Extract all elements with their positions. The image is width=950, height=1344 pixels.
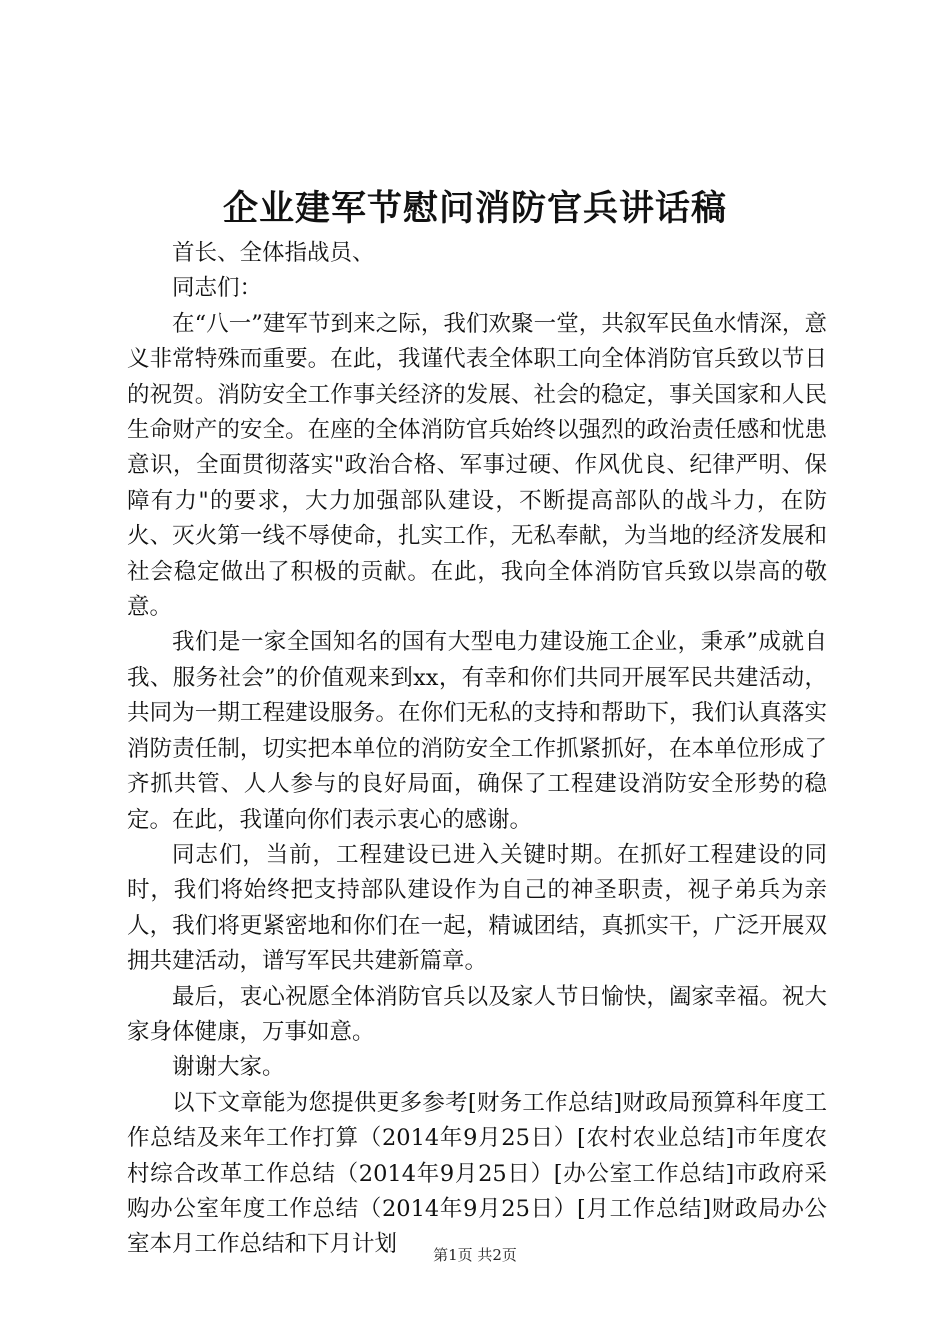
body-paragraph: 同志们，当前，工程建设已进入关键时期。在抓好工程建设的同时，我们将始终把支持部队建设作为自己的神圣职责，视子弟兵为亲人，我们将更紧密地和你们在一起，精诚团结，真抓实干，广泛开展双拥共建活动，谱写军民共建新篇章。 [127, 841, 827, 975]
reference-paragraph: 以下文章能为您提供更多参考[财务工作总结]财政局预算科年度工作总结及来年工作打算（2014年9月25日）[农村农业总结]市年度农村综合改革工作总结（2014年9月25日）[办公室工作总结]市政府采购办公室年度工作总结（2014年9月25日）[月工作总结]财政局办公室本月工作总结和下月计划 [127, 1089, 827, 1258]
document-body [127, 236, 827, 1263]
salutation-line-2: 同志们： [172, 275, 263, 302]
closing-paragraph: 最后，衷心祝愿全体消防官兵以及家人节日愉快，阖家幸福。祝大家身体健康，万事如意。 [127, 983, 827, 1045]
document-title: 企业建军节慰问消防官兵讲话稿 [222, 188, 727, 229]
salutation-line-1: 首长、全体指战员、 [172, 240, 375, 266]
body-paragraph: 在“八一”建军节到来之际，我们欢聚一堂，共叙军民鱼水情深，意义非常特殊而重要。在此，我谨代表全体职工向全体消防官兵致以节日的祝贺。消防安全工作事关经济的发展、社会的稳定，事关国家和人民生命财产的安全。在座的全体消防官兵始终以强烈的政治责任感和忧患意识，全面贯彻落实"政治合格、军事过硬、作风优良、纪律严明、保障有力"的要求，大力加强部队建设，不断提高部队的战斗力，在防火、灭火第一线不辱使命，扎实工作，无私奉献，为当地的经济发展和社会稳定做出了积极的贡献。在此，我向全体消防官兵致以崇高的敬意。 [127, 310, 827, 621]
body-paragraph: 我们是一家全国知名的国有大型电力建设施工企业，秉承”成就自我、服务社会”的价值观来到xx，有幸和你们共同开展军民共建活动，共同为一期工程建设服务。在你们无私的支持和帮助下，我们认真落实消防责任制，切实把本单位的消防安全工作抓紧抓好，在本单位形成了齐抓共管、人人参与的良好局面，确保了工程建设消防安全形势的稳定。在此，我谨向你们表示衷心的感谢。 [127, 629, 827, 833]
page-number-footer: 第1页 共2页 [433, 1246, 517, 1264]
thanks-line: 谢谢大家。 [172, 1054, 285, 1081]
